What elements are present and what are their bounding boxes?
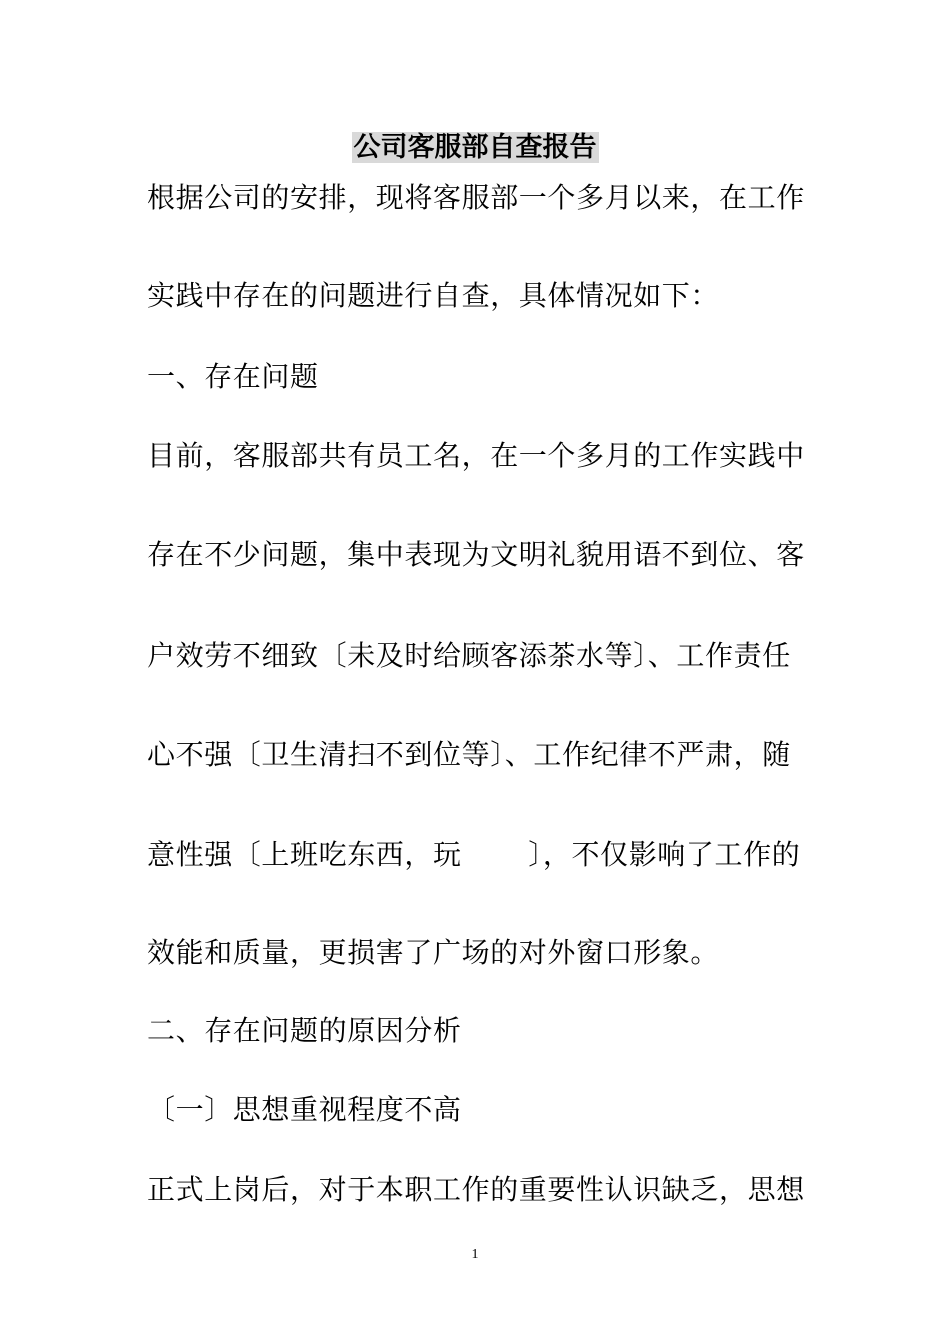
document-title-text: 公司客服部自查报告 — [353, 132, 597, 163]
body-line: 存在不少问题，集中表现为文明礼貌用语不到位、客 — [147, 538, 805, 571]
body-line: 根据公司的安排，现将客服部一个多月以来，在工作 — [147, 181, 805, 214]
body-line: 心不强〔卫生清扫不到位等〕、工作纪律不严肃，随 — [147, 738, 791, 771]
body-line: 正式上岗后，对于本职工作的重要性认识缺乏，思想 — [147, 1173, 805, 1206]
body-line: 目前，客服部共有员工名，在一个多月的工作实践中 — [147, 439, 805, 472]
document-title — [0, 128, 950, 168]
body-line: 效能和质量，更损害了广场的对外窗口形象。 — [147, 936, 720, 969]
page-number: 1 — [471, 1247, 479, 1262]
body-line: 实践中存在的问题进行自查，具体情况如下： — [147, 279, 720, 312]
section-heading: 一、存在问题 — [147, 360, 319, 393]
body-line: 户效劳不细致〔未及时给顾客添茶水等〕、工作责任 — [147, 639, 791, 672]
section-heading: 二、存在问题的原因分析 — [147, 1014, 462, 1047]
subsection-heading: 〔一〕思想重视程度不高 — [147, 1093, 462, 1126]
body-line: 意性强〔上班吃东西，玩 〕，不仅影响了工作的 — [147, 838, 801, 871]
